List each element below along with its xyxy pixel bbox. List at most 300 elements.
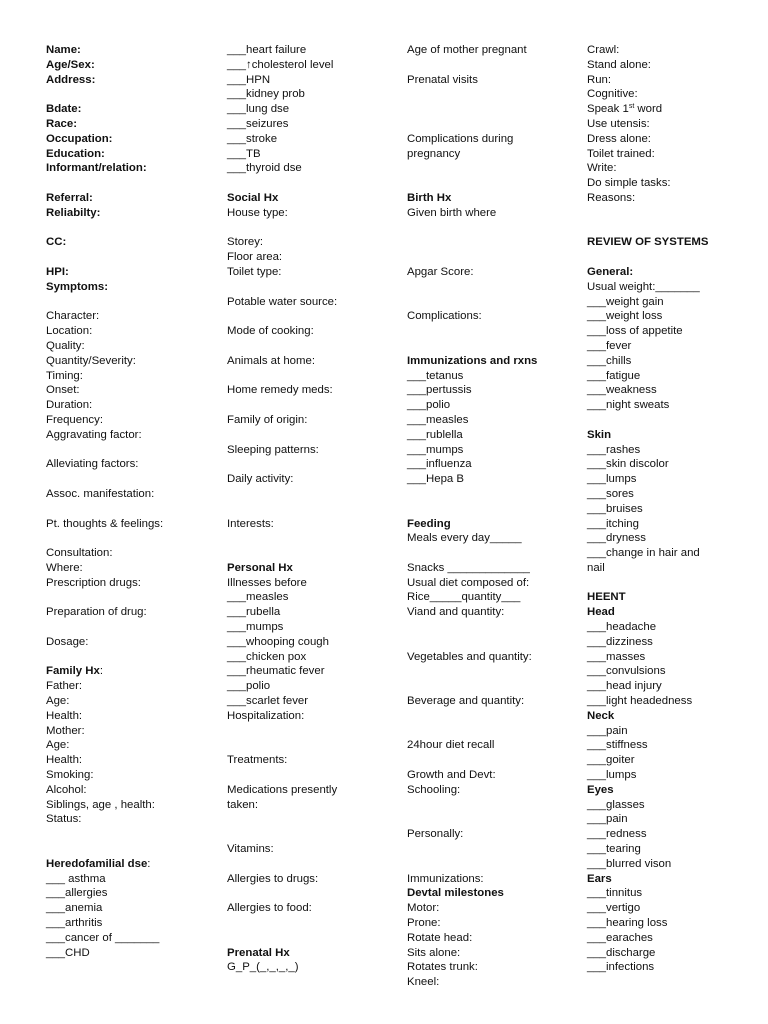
label-text: ___tinnitus	[587, 887, 643, 900]
form-label-write	[587, 161, 709, 176]
blank-line	[407, 620, 537, 635]
heading-text: Name:	[46, 44, 81, 56]
label-text: ___polio	[407, 399, 451, 412]
section-heading-age-sex	[46, 58, 163, 73]
checklist-item-pertussis	[407, 383, 537, 398]
checklist-item-scarlet-fever	[227, 694, 337, 709]
label-text: Onset:	[46, 384, 80, 397]
checklist-item-goiter	[587, 753, 709, 768]
label-text: Medications presently	[227, 783, 338, 796]
checklist-item-hearing-loss	[587, 916, 709, 931]
checklist-item-glasses	[587, 798, 709, 813]
form-label-run	[587, 73, 709, 88]
form-label-sits-alone	[407, 946, 537, 961]
blank-line	[407, 250, 537, 265]
checklist-item-cholesterol-level	[227, 58, 337, 73]
blank-line	[407, 812, 537, 827]
section-heading-address	[46, 73, 163, 88]
blank-line	[407, 117, 537, 132]
label-text: ___tearing	[587, 843, 641, 856]
section-heading-name	[46, 43, 163, 58]
form-label-use-utensis	[587, 117, 709, 132]
label-text: Cognitive:	[587, 88, 638, 101]
form-label-complications	[407, 309, 537, 324]
label-text: Quantity/Severity:	[46, 354, 136, 367]
label-text: Mother:	[46, 724, 85, 737]
form-label-given-birth-where	[407, 206, 537, 221]
label-text: Family of origin:	[227, 413, 308, 426]
label-text: ___influenza	[407, 458, 472, 471]
label-text: Reasons:	[587, 191, 636, 204]
label-text: ___earaches	[587, 931, 653, 944]
form-label-toilet-trained	[587, 147, 709, 162]
heading-text: Age/Sex:	[46, 58, 95, 71]
checklist-item-blurred-vison	[587, 857, 709, 872]
label-text: Potable water source:	[227, 295, 338, 308]
label-text: Meals every day_____	[407, 532, 522, 545]
checklist-item-polio	[407, 398, 537, 413]
label-text: Kneel:	[407, 976, 440, 989]
form-label-home-remedy-meds	[227, 383, 337, 398]
section-heading-social-hx	[227, 191, 337, 206]
blank-line	[227, 221, 337, 236]
section-heading-immunizations-and-rxns	[407, 354, 537, 369]
form-label-speak-1	[587, 102, 709, 117]
form-label-health	[46, 753, 163, 768]
blank-line	[46, 531, 163, 546]
form-label-sleeping-patterns	[227, 443, 337, 458]
blank-line	[587, 250, 709, 265]
blank-line	[227, 916, 337, 931]
checklist-item-lung-dse	[227, 102, 337, 117]
form-label-prenatal-visits	[407, 73, 537, 88]
label-text: ___hearing loss	[587, 917, 668, 930]
checklist-item-night-sweats	[587, 398, 709, 413]
label-text: Write:	[587, 162, 617, 175]
label-text: ___masses	[587, 650, 646, 663]
label-text: ___blurred vison	[587, 857, 672, 870]
form-label-personally	[407, 827, 537, 842]
heading-text: Referral:	[46, 191, 93, 204]
form-label-growth-and-devt	[407, 768, 537, 783]
label-text: ___↑cholesterol level	[227, 58, 334, 71]
blank-line	[407, 235, 537, 250]
form-label-rotate-head	[407, 931, 537, 946]
section-heading-hpi	[46, 265, 163, 280]
form-label-quantity-severity	[46, 354, 163, 369]
form-label-daily-activity	[227, 472, 337, 487]
form-label-preparation-of-drug	[46, 605, 163, 620]
label-text: Prenatal visits	[407, 73, 478, 86]
label-text: Beverage and quantity:	[407, 695, 525, 708]
checklist-item-rublella	[407, 428, 537, 443]
label-text: Crawl:	[587, 44, 620, 56]
label-text: Illnesses before	[227, 576, 307, 589]
label-text: G_P_(_,_,_,_)	[227, 961, 299, 974]
label-text: Alcohol:	[46, 783, 87, 796]
label-text: Home remedy meds:	[227, 384, 333, 397]
label-text: Status:	[46, 813, 82, 826]
label-text: Duration:	[46, 399, 93, 412]
label-text: ___infections	[587, 961, 655, 974]
label-text: Dress alone:	[587, 132, 651, 145]
form-label-floor-area	[227, 250, 337, 265]
heading-text: Ears	[587, 872, 612, 885]
label-text: ___lumps	[587, 769, 637, 782]
blank-line	[227, 502, 337, 517]
form-label-family-of-origin	[227, 413, 337, 428]
blank-line	[46, 176, 163, 191]
blank-line	[407, 87, 537, 102]
label-text: Health:	[46, 754, 83, 767]
blank-line	[227, 546, 337, 561]
heading-text: Eyes	[587, 783, 614, 796]
blank-line	[46, 590, 163, 605]
label-text: ___discharge	[587, 946, 656, 959]
section-heading-symptoms	[46, 280, 163, 295]
blank-line	[407, 664, 537, 679]
label-text: ___rubella	[227, 606, 281, 619]
blank-line	[227, 827, 337, 842]
form-label-treatments	[227, 753, 337, 768]
blank-line	[407, 502, 537, 517]
form-label-consultation	[46, 546, 163, 561]
heading-text: Devtal milestones	[407, 887, 504, 900]
label-text: ___mumps	[227, 621, 284, 634]
heading-text: Informant/relation:	[46, 162, 147, 175]
section-heading-feeding	[407, 517, 537, 532]
form-label-prescription-drugs	[46, 576, 163, 591]
column-patient-info	[46, 43, 163, 960]
form-label-where	[46, 561, 163, 576]
blank-line	[46, 221, 163, 236]
form-label-vitamins	[227, 842, 337, 857]
label-text: ___chicken pox	[227, 650, 307, 663]
checklist-item-redness	[587, 827, 709, 842]
label-text: ___fatigue	[587, 369, 641, 382]
blank-line	[227, 398, 337, 413]
checklist-item-chd	[46, 946, 163, 961]
heading-text: Reliabilty:	[46, 206, 101, 219]
label-text: ___measles	[407, 413, 469, 426]
label-text: Daily activity:	[227, 473, 294, 486]
label-text: ___rashes	[587, 443, 641, 456]
checklist-item-measles	[407, 413, 537, 428]
label-text: Timing:	[46, 369, 83, 382]
label-text: ___rublella	[407, 428, 463, 441]
checklist-item-mumps	[407, 443, 537, 458]
label-text: Vegetables and quantity:	[407, 650, 532, 663]
checklist-item-weight-loss	[587, 309, 709, 324]
form-label-interests	[227, 517, 337, 532]
label-text: ___weight loss	[587, 310, 663, 323]
checklist-item-headache	[587, 620, 709, 635]
section-heading-reliabilty	[46, 206, 163, 221]
label-text: ___arthritis	[46, 917, 103, 930]
checklist-item-cancer-of	[46, 931, 163, 946]
blank-line	[407, 798, 537, 813]
form-label-storey	[227, 235, 337, 250]
section-heading-neck	[587, 709, 709, 724]
label-text: ___CHD	[46, 946, 90, 959]
label-text: Assoc. manifestation:	[46, 487, 155, 500]
label-text: ___pain	[587, 724, 628, 737]
label-text: Prescription drugs:	[46, 576, 141, 589]
heading-text: CC:	[46, 236, 67, 249]
form-label-pt-thoughts-feelings	[46, 517, 163, 532]
checklist-item-dizziness	[587, 635, 709, 650]
label-text: ___dryness	[587, 532, 646, 545]
blank-line	[46, 443, 163, 458]
label-text: nail	[587, 561, 605, 574]
checklist-item-light-headedness	[587, 694, 709, 709]
label-text: ___thyroid dse	[227, 162, 302, 175]
heading-text: Head	[587, 606, 615, 619]
form-label-age	[46, 738, 163, 753]
checklist-item-change-in-hair-and	[587, 546, 709, 561]
form-label-siblings-age-health	[46, 798, 163, 813]
label-text: ___pertussis	[407, 384, 472, 397]
label-text: Siblings, age , health:	[46, 798, 155, 811]
checklist-item-weight-gain	[587, 295, 709, 310]
form-label-medications-presently	[227, 783, 337, 798]
form-label-age-of-mother-pregnant	[407, 43, 537, 58]
blank-line	[587, 206, 709, 221]
form-label-cognitive	[587, 87, 709, 102]
label-text: Aggravating factor:	[46, 428, 142, 441]
checklist-item-lumps	[587, 768, 709, 783]
checklist-item-kidney-prob	[227, 87, 337, 102]
label-text: Storey:	[227, 236, 264, 249]
form-label-immunizations	[407, 872, 537, 887]
checklist-item-anemia	[46, 901, 163, 916]
checklist-item-chicken-pox	[227, 650, 337, 665]
blank-line	[46, 842, 163, 857]
form-label-meals-every-day	[407, 531, 537, 546]
checklist-item-allergies	[46, 886, 163, 901]
label-text: ___glasses	[587, 798, 645, 811]
label-text: ___chills	[587, 354, 632, 367]
column-past-history	[227, 43, 337, 975]
form-label-rice-quantity	[407, 590, 537, 605]
section-heading-heredofamilial-dse	[46, 857, 163, 872]
form-label-24hour-diet-recall	[407, 738, 537, 753]
blank-line	[407, 102, 537, 117]
label-text: Complications during	[407, 132, 514, 145]
checklist-item-mumps	[227, 620, 337, 635]
form-label-allergies-to-drugs	[227, 872, 337, 887]
form-label-duration	[46, 398, 163, 413]
checklist-item-rashes	[587, 443, 709, 458]
checklist-item-thyroid-dse	[227, 161, 337, 176]
label-text: ___itching	[587, 517, 639, 530]
label-text: Stand alone:	[587, 58, 651, 71]
checklist-item-fatigue	[587, 369, 709, 384]
heading-text: Symptoms:	[46, 280, 109, 293]
blank-line	[407, 753, 537, 768]
heading-text: Occupation:	[46, 132, 113, 145]
checklist-item-measles	[227, 590, 337, 605]
form-label-do-simple-tasks	[587, 176, 709, 191]
label-text: Schooling:	[407, 783, 461, 796]
form-label-reasons	[587, 191, 709, 206]
checklist-item-fever	[587, 339, 709, 354]
label-text: ___HPN	[227, 73, 271, 86]
label-text: ___vertigo	[587, 902, 641, 915]
blank-line	[407, 339, 537, 354]
blank-line	[46, 620, 163, 635]
label-text: Toilet trained:	[587, 147, 655, 160]
form-label-toilet-type	[227, 265, 337, 280]
form-label-aggravating-factor	[46, 428, 163, 443]
checklist-item-convulsions	[587, 664, 709, 679]
label-text: Father:	[46, 680, 83, 693]
blank-line	[46, 87, 163, 102]
checklist-item-weakness	[587, 383, 709, 398]
heading-text: Birth Hx	[407, 191, 452, 204]
section-heading-devtal-milestones	[407, 886, 537, 901]
blank-line	[227, 457, 337, 472]
form-label-timing	[46, 369, 163, 384]
label-text: ___TB	[227, 147, 261, 160]
section-heading-referral	[46, 191, 163, 206]
label-text: Do simple tasks:	[587, 177, 671, 190]
checklist-item-arthritis	[46, 916, 163, 931]
label-text: ___allergies	[46, 887, 108, 900]
form-label-motor	[407, 901, 537, 916]
form-label-mother	[46, 724, 163, 739]
label-text: ___convulsions	[587, 665, 666, 678]
label-text: ___stiffness	[587, 739, 648, 752]
blank-line	[227, 531, 337, 546]
blank-line	[227, 738, 337, 753]
blank-line	[46, 502, 163, 517]
column-birth-feeding	[407, 43, 537, 990]
label-text: Given birth where	[407, 206, 497, 219]
checklist-item-influenza	[407, 457, 537, 472]
label-text: Allergies to food:	[227, 902, 312, 915]
checklist-item-dryness	[587, 531, 709, 546]
blank-line	[407, 176, 537, 191]
label-text: ___head injury	[587, 680, 662, 693]
form-label-usual-diet-composed-of	[407, 576, 537, 591]
heading-text: HPI:	[46, 265, 69, 278]
heading-text: Heredofamilial dse	[46, 857, 148, 870]
form-label-nail	[587, 561, 709, 576]
checklist-item-chills	[587, 354, 709, 369]
label-text: Usual weight:_______	[587, 280, 700, 293]
label-text: ___bruises	[587, 502, 643, 515]
label-text: Complications:	[407, 310, 482, 323]
label-text: ___mumps	[407, 443, 464, 456]
checklist-item-tetanus	[407, 369, 537, 384]
form-label-status	[46, 812, 163, 827]
blank-line	[46, 650, 163, 665]
form-label-allergies-to-food	[227, 901, 337, 916]
label-text: Quality:	[46, 339, 85, 352]
label-text: Preparation of drug:	[46, 606, 147, 619]
form-label-father	[46, 679, 163, 694]
label-text: Motor:	[407, 902, 440, 915]
section-heading-personal-hx	[227, 561, 337, 576]
label-text: Age:	[46, 695, 70, 708]
blank-line	[407, 324, 537, 339]
label-text: Dosage:	[46, 635, 89, 648]
blank-line	[407, 221, 537, 236]
section-heading-cc	[46, 235, 163, 250]
blank-line	[587, 576, 709, 591]
blank-line	[227, 857, 337, 872]
checklist-item-hpn	[227, 73, 337, 88]
section-heading-ears	[587, 872, 709, 887]
form-label-rotates-trunk	[407, 960, 537, 975]
section-heading-review-of-systems	[587, 235, 709, 250]
heading-text: Prenatal Hx	[227, 946, 290, 959]
label-text: Floor area:	[227, 251, 283, 264]
blank-line	[227, 369, 337, 384]
label-text: ___loss of appetite	[587, 325, 683, 338]
checklist-item-pain	[587, 812, 709, 827]
blank-line	[46, 250, 163, 265]
section-heading-occupation	[46, 132, 163, 147]
checklist-item-hepa-b	[407, 472, 537, 487]
checklist-item-head-injury	[587, 679, 709, 694]
form-label-taken	[227, 798, 337, 813]
form-label-g-p	[227, 960, 337, 975]
section-heading-education	[46, 147, 163, 162]
form-label-quality	[46, 339, 163, 354]
superscript-text: st	[628, 103, 635, 111]
checklist-item-whooping-cough	[227, 635, 337, 650]
label-text: Rotates trunk:	[407, 961, 478, 974]
label-text: ___redness	[587, 828, 647, 841]
label-text: ___dizziness	[587, 635, 653, 648]
checklist-item-discharge	[587, 946, 709, 961]
form-label-character	[46, 309, 163, 324]
label-text: taken:	[227, 798, 259, 811]
checklist-item-pain	[587, 724, 709, 739]
label-text: Health:	[46, 709, 83, 722]
blank-line	[407, 161, 537, 176]
label-text: Rice_____quantity___	[407, 591, 521, 604]
label-text: ___scarlet fever	[227, 695, 309, 708]
label-text: ___seizures	[227, 117, 289, 130]
checklist-item-vertigo	[587, 901, 709, 916]
blank-line	[407, 487, 537, 502]
checklist-item-masses	[587, 650, 709, 665]
form-label-apgar-score	[407, 265, 537, 280]
label-text: ___measles	[227, 591, 289, 604]
heading-text: Social Hx	[227, 191, 279, 204]
checklist-item-stroke	[227, 132, 337, 147]
checklist-item-tb	[227, 147, 337, 162]
label-text: ___weight gain	[587, 295, 664, 308]
label-text: ___headache	[587, 621, 657, 634]
heading-text: Family Hx	[46, 665, 100, 678]
blank-line	[407, 724, 537, 739]
form-label-mode-of-cooking	[227, 324, 337, 339]
label-text: ___pain	[587, 813, 628, 826]
blank-line	[407, 842, 537, 857]
form-label-vegetables-and-quantity	[407, 650, 537, 665]
heading-text: Address:	[46, 73, 96, 86]
label-text: ___light headedness	[587, 695, 693, 708]
checklist-item-earaches	[587, 931, 709, 946]
label-text: :	[99, 665, 103, 678]
label-text: ___polio	[227, 680, 271, 693]
label-text: Pt. thoughts & feelings:	[46, 517, 164, 530]
label-text: Animals at home:	[227, 354, 315, 367]
